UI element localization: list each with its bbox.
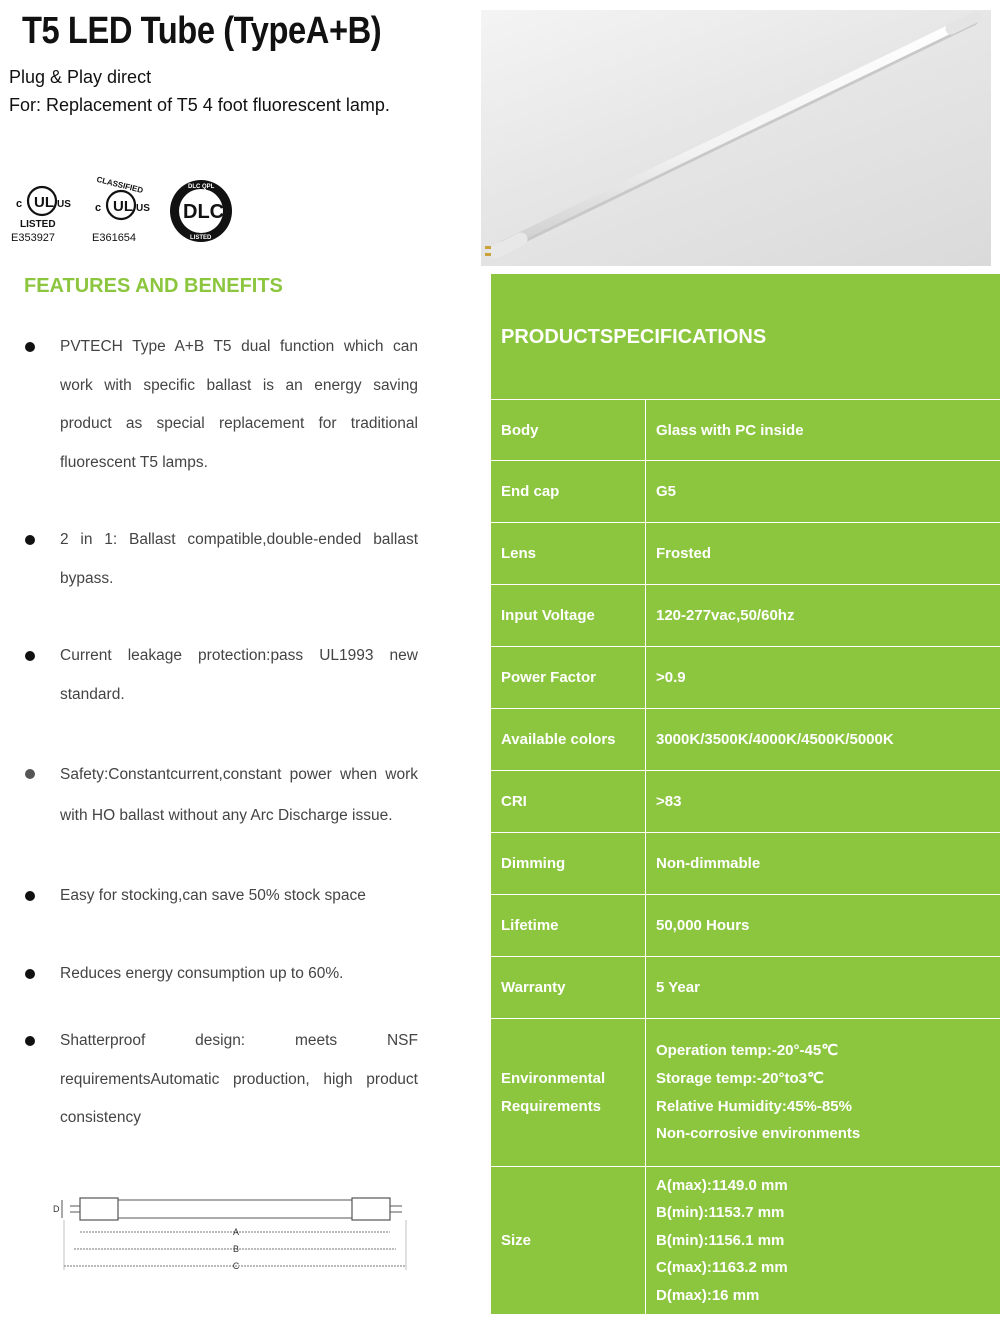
spec-value: 3000K/3500K/4000K/4500K/5000K [656,731,894,748]
bullet-icon [25,1036,35,1046]
svg-text:DLC QPL: DLC QPL [188,184,215,190]
spec-value: 5 Year [656,979,700,996]
spec-key: CRI [491,771,646,832]
feature-item: Current leakage protection:pass UL1993 new standard. [24,642,424,722]
spec-row [491,647,1000,709]
spec-row [491,957,1000,1019]
ul-listed-code: E353927 [11,232,56,244]
svg-text:US: US [57,199,71,210]
spec-row [491,400,1000,461]
spec-value: >0.9 [656,669,686,686]
spec-row [491,461,1000,523]
led-tube-image [481,10,991,266]
feature-item: 2 in 1: Ballast compatible,double-ended ballast bypass. [24,526,424,606]
spec-row [491,585,1000,647]
dimension-label-a: A [232,1227,240,1237]
spec-key: Lens [491,523,646,584]
ul-listed-status: LISTED [20,219,56,230]
spec-key: Available colors [491,709,646,770]
dlc-logo [170,180,232,242]
bullet-icon [25,769,35,779]
svg-text:LISTED: LISTED [190,235,212,241]
spec-row [491,1019,1000,1167]
spec-value: Non-dimmable [656,855,761,872]
spec-key: End cap [491,461,646,522]
spec-value: Frosted [656,545,712,562]
subtitle-replacement: For: Replacement of T5 4 foot fluorescent lamp. [9,95,390,115]
feature-item: Safety:Constantcurrent,constant power when work with HO ballast without any Arc Discharge issue. [24,760,424,840]
spec-row [491,833,1000,895]
dimension-label-b: B [232,1244,240,1254]
spec-key: Environmental Requirements [491,1019,646,1166]
spec-key: Warranty [491,957,646,1018]
ul-classified-logo [92,175,150,244]
spec-value: >83 [656,793,682,810]
bullet-icon [25,651,35,661]
certification-logos [8,175,248,247]
svg-text:DLC: DLC [183,201,225,223]
specifications-table [491,274,1000,1315]
spec-key: Power Factor [491,647,646,708]
page-title: T5 LED Tube (TypeA+B) [22,10,382,52]
features-heading: FEATURES AND BENEFITS [24,275,283,297]
spec-value: 120-277vac,50/60hz [656,607,795,624]
spec-key: Size [491,1167,646,1314]
spec-value: 50,000 Hours [656,917,750,934]
spec-row [491,523,1000,585]
subtitle-plug-play: Plug & Play direct [9,67,152,87]
svg-text:c: c [95,202,102,214]
spec-value: Glass with PC inside [656,421,804,439]
feature-item: Shatterproof design: meets NSF requirementsAutomatic production, high product consistency [24,1027,424,1147]
spec-value: Operation temp:-20°-45℃ Storage temp:-20°to3℃ Relative Humidity:45%-85% Non-corrosive environments [656,1042,861,1143]
ul-classified-status: CLASSIFIED [95,175,145,196]
bullet-icon [25,342,35,352]
tube-dimension-diagram [50,1190,420,1280]
specifications-header [491,274,1000,400]
spec-key: Body [491,400,646,460]
spec-value: G5 [656,483,677,500]
svg-text:UL: UL [113,198,133,215]
bullet-icon [25,891,35,901]
svg-text:US: US [136,203,150,214]
ul-listed-logo [11,187,71,244]
spec-row [491,771,1000,833]
dimension-label-c: C [232,1261,240,1271]
bullet-icon [25,535,35,545]
specifications-heading: PRODUCTSPECIFICATIONS [501,326,767,348]
spec-key: Lifetime [491,895,646,956]
svg-text:c: c [16,198,23,210]
feature-item: Easy for stocking,can save 50% stock space [24,882,424,922]
bullet-icon [25,969,35,979]
spec-key: Dimming [491,833,646,894]
dimension-label-d: D [53,1204,60,1214]
product-photo [481,10,991,266]
ul-classified-code: E361654 [92,232,137,244]
spec-row [491,895,1000,957]
feature-item: PVTECH Type A+B T5 dual function which can work with specific ballast is an energy saving product as special replacement for traditional fluorescent T5 lamps. [24,333,424,483]
spec-row [491,709,1000,771]
spec-key: Input Voltage [491,585,646,646]
feature-item: Reduces energy consumption up to 60%. [24,960,424,1000]
svg-text:UL: UL [34,194,54,211]
spec-value: A(max):1149.0 mm B(min):1153.7 mm B(min):1156.1 mm C(max):1163.2 mm D(max):16 mm [656,1176,788,1304]
spec-row [491,1167,1000,1315]
